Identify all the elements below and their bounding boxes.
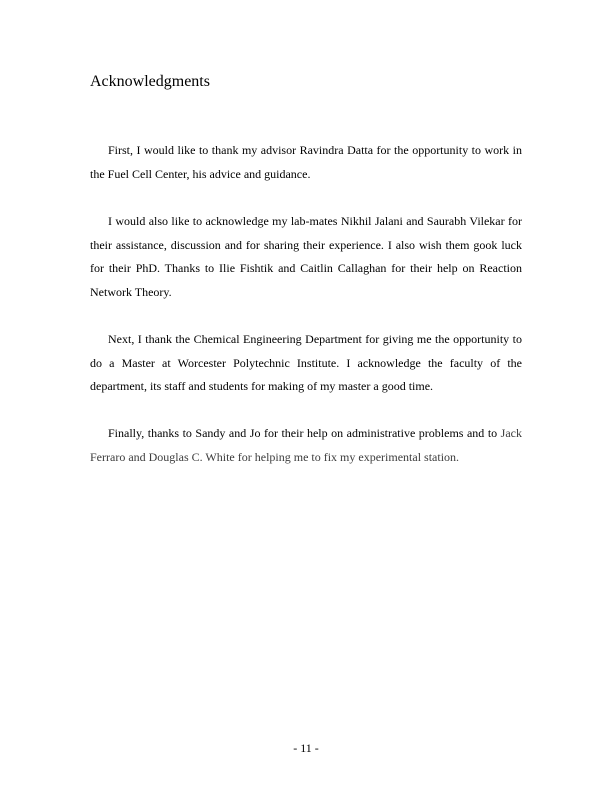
paragraph-advisor: First, I would like to thank my advisor Ravindra Datta for the opportunity to work in the Fuel Cell Center, his advice and guidance. bbox=[90, 143, 522, 181]
final-thanks-text-part1: Finally, thanks to Sandy and Jo for their help on administrative problems and to bbox=[108, 426, 501, 440]
paragraph-lab-mates: I would also like to acknowledge my lab-mates Nikhil Jalani and Saurabh Vilekar for their assistance, discussion and for sharing their experience. I also wish them gook luck for their PhD. Thanks to Ilie Fishtik and Caitlin Callaghan for their help on Reaction Network Theory. bbox=[90, 214, 522, 299]
paragraph-final-thanks bbox=[90, 422, 522, 469]
page-number: - 11 - bbox=[293, 741, 319, 755]
final-thanks-text-part2: Jack Ferraro and Douglas C. White for helping me to fix my experimental station. bbox=[90, 426, 522, 464]
paragraph-department: Next, I thank the Chemical Engineering Department for giving me the opportunity to do a Master at Worcester Polytechnic Institute. I acknowledge the faculty of the department, its staff and students for making of my master a good time. bbox=[90, 332, 522, 393]
page-title: Acknowledgments bbox=[90, 73, 210, 90]
